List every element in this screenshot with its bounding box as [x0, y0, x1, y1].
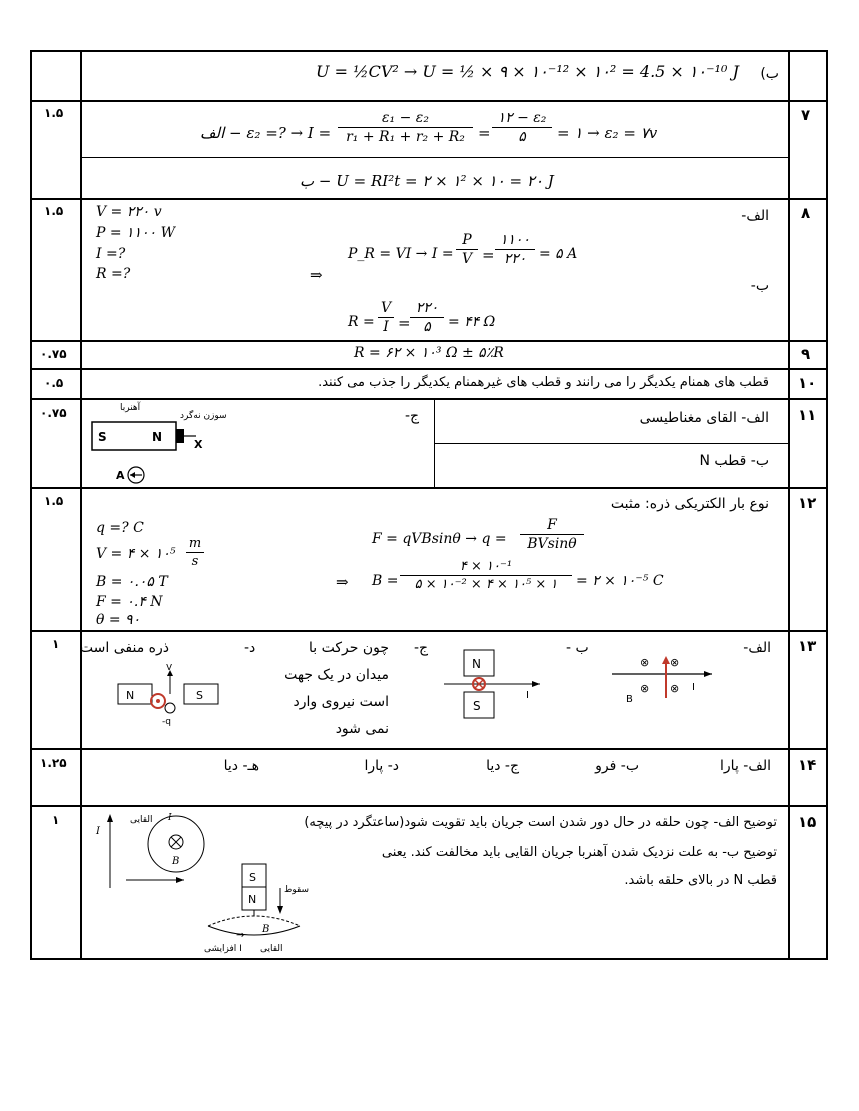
- table-right-border: [826, 50, 828, 960]
- row-divider: [30, 198, 828, 200]
- answer-text: قطب های همنام یکدیگر را می رانند و قطب های غیرهمنام یکدیگر را جذب می کنند.: [318, 375, 769, 390]
- given-value: I =?: [96, 246, 126, 262]
- question-score: ۰.۷۵: [40, 347, 67, 361]
- arrow-icon: →: [236, 930, 245, 941]
- fraction: [456, 232, 478, 267]
- given-value: F = ۰.۴ N: [96, 594, 163, 610]
- cross-icon: ⊗: [640, 682, 650, 695]
- question-number: ۱۵: [798, 813, 817, 831]
- fraction-denominator: ۲۲۰: [503, 251, 527, 267]
- magnet-label: آهنربا: [120, 403, 141, 413]
- table-bottom-border: [30, 958, 828, 960]
- north-pole-label: N: [126, 689, 135, 702]
- part-c-text: است نیروی وارد: [293, 694, 389, 710]
- row-divider: [30, 748, 828, 750]
- fraction-denominator: r₁ + R₁ + r₂ + R₂: [346, 129, 465, 145]
- fraction-numerator: ε₁ − ε₂: [382, 110, 429, 126]
- fraction-numerator: F: [547, 517, 557, 533]
- south-pole-label: S: [196, 689, 203, 702]
- row-b-formula: U = ½CV² → U = ½ × ۹ × ۱۰⁻¹² × ۱۰² = 4.5 × ۱۰⁻¹⁰ J: [316, 62, 739, 81]
- equation-result: = ۵ A: [539, 246, 578, 262]
- row-divider: [30, 487, 828, 489]
- part-a-result: = ۱ → ε₂ = ۷v: [557, 124, 658, 142]
- part-b: ب- قطب N: [699, 453, 769, 469]
- fraction: [400, 559, 572, 592]
- number-column-border: [788, 50, 790, 960]
- a-label: A: [116, 469, 125, 482]
- subrow-divider: [434, 443, 788, 444]
- answer-item: ج- دیا: [486, 758, 519, 774]
- subrow-divider: [82, 157, 788, 158]
- i-label: I: [168, 813, 172, 823]
- separator: [555, 630, 600, 631]
- part-a-left: الف − ε₂ =? → I =: [200, 124, 332, 142]
- b-label: B: [172, 856, 180, 867]
- given-value: R =?: [96, 266, 131, 282]
- question-score: ۰.۵: [44, 376, 64, 390]
- fraction-denominator: BVsinθ: [527, 536, 577, 552]
- wire-field-figure: [612, 650, 722, 710]
- equation-left: P_R = VI → I =: [348, 246, 454, 262]
- unit-fraction: [186, 536, 204, 569]
- equation-left: R =: [348, 314, 375, 330]
- b-label: B: [262, 924, 270, 935]
- explanation-line: توضیح الف- چون حلقه در حال دور شدن است جریان باید تقویت شود(ساعتگرد در پیچه): [304, 815, 777, 830]
- answer-item: ب- فرو: [595, 758, 639, 774]
- fraction-denominator: ۵: [423, 319, 431, 335]
- question-number: ۱۱: [798, 406, 817, 424]
- fraction-numerator: m: [188, 536, 202, 551]
- part-a-label: الف-: [741, 208, 769, 224]
- part-c-text: میدان در یک جهت: [284, 667, 389, 683]
- cross-icon: ⊗: [670, 656, 680, 669]
- equation-left: F = qVBsinθ → q =: [372, 531, 507, 547]
- particle-figure: [112, 664, 232, 728]
- i-label: I: [96, 826, 100, 837]
- row-divider: [30, 368, 828, 370]
- i-label: I: [526, 690, 529, 701]
- given-value: B = ۰.۰۵ T: [96, 574, 168, 590]
- question-number: ۱۴: [798, 756, 817, 774]
- row-b-label: ب): [760, 66, 779, 82]
- charge-type: نوع بار الکتریکی ذره: مثبت: [610, 496, 769, 512]
- question-score: ۱: [52, 637, 60, 651]
- induced-label: القایی: [130, 815, 153, 825]
- given-value: V = ۲۲۰ v: [96, 204, 162, 220]
- given-value: θ = ۹۰: [96, 612, 141, 628]
- equals: =: [398, 314, 411, 332]
- row-divider: [30, 340, 828, 342]
- south-pole-label: S: [473, 699, 481, 713]
- separator: [716, 630, 766, 631]
- table-left-border: [30, 50, 32, 960]
- fraction-numerator: ۱۲ − ε₂: [497, 110, 547, 126]
- part-c-text: نمی شود: [335, 721, 389, 737]
- north-pole-label: N: [248, 893, 257, 906]
- fraction: [492, 110, 552, 145]
- question-number: ۸: [801, 204, 811, 222]
- question-number: ۹: [801, 345, 811, 363]
- question-score: ۱.۲۵: [40, 756, 67, 770]
- question-score: ۱.۵: [44, 494, 64, 508]
- question-number: ۱۲: [798, 494, 817, 512]
- implies-arrow: ⇒: [310, 266, 323, 284]
- fraction: [495, 232, 535, 267]
- induction-figure: [90, 808, 315, 956]
- south-pole-label: S: [249, 871, 256, 884]
- row-divider: [30, 630, 828, 632]
- part-b-label: ب -: [566, 640, 589, 656]
- given-value: V = ۴ × ۱۰⁵: [96, 546, 176, 562]
- equation-left: B =: [372, 573, 399, 589]
- fraction-numerator: V: [380, 300, 392, 316]
- given-value: q =? C: [96, 520, 144, 536]
- fraction-numerator: P: [462, 232, 472, 248]
- cross-icon: ⊗: [670, 682, 680, 695]
- part-b-label: ب-: [750, 278, 769, 294]
- fraction-denominator: s: [191, 554, 199, 569]
- fraction: [410, 300, 444, 335]
- increasing-label: افزایشی I: [204, 944, 242, 954]
- part-c-text: چون حرکت با: [308, 640, 389, 656]
- b-label: B: [626, 694, 633, 705]
- fraction-denominator: I: [383, 319, 389, 335]
- fraction-denominator: V: [461, 251, 473, 267]
- v-label: V: [166, 664, 173, 673]
- induced-label: القایی: [260, 944, 283, 954]
- given-value: P = ۱۱۰۰ W: [96, 225, 175, 241]
- fraction-denominator: ۵: [518, 129, 526, 145]
- north-pole-label: N: [152, 430, 163, 444]
- part-a: الف- القای مغناطیسی: [639, 410, 769, 426]
- needle-label: سوزن نه‌گرد: [180, 411, 227, 421]
- equals: =: [482, 246, 495, 264]
- explanation-line: قطب N در بالای حلقه باشد.: [624, 873, 777, 888]
- q-label: -q: [162, 717, 171, 727]
- north-pole-label: N: [472, 657, 481, 671]
- part-c-label: ج-: [414, 640, 429, 656]
- part-d-text: ذره منفی است: [79, 640, 169, 656]
- answer-item: د- پارا: [364, 758, 399, 774]
- question-number: ۷: [801, 106, 811, 124]
- equation-result: = ۴۴ Ω: [448, 314, 496, 330]
- row-divider: [30, 805, 828, 807]
- cross-icon: ⊗: [640, 656, 650, 669]
- compass-magnet-figure: [84, 400, 264, 486]
- score-column-border: [80, 50, 82, 960]
- question-number: ۱۰: [798, 374, 817, 392]
- row-divider: [30, 100, 828, 102]
- fraction-denominator: ۵ × ۱۰⁻² × ۴ × ۱۰⁵ × ۱: [414, 577, 558, 592]
- answer-item: هـ- دیا: [223, 758, 259, 774]
- answer-item: الف- پارا: [720, 758, 771, 774]
- question-score: ۰.۷۵: [40, 406, 67, 420]
- fraction: [520, 517, 584, 552]
- x-label: X: [194, 438, 203, 451]
- equation-result: = ۲ × ۱۰⁻⁵ C: [576, 573, 664, 589]
- question-score: ۱.۵: [44, 204, 64, 218]
- question-number: ۱۳: [798, 637, 817, 655]
- part-c-label: ج-: [405, 408, 420, 424]
- part-d-label: د-: [244, 640, 256, 656]
- fraction: [338, 110, 473, 145]
- south-pole-label: S: [98, 430, 107, 444]
- resistance-formula: R = ۶۲ × ۱۰³ Ω ± ۵٪R: [354, 345, 504, 361]
- fraction-numerator: ۲۲۰: [415, 300, 439, 316]
- question-score: ۱: [52, 813, 60, 827]
- fraction-numerator: ۱۱۰۰: [499, 232, 531, 248]
- explanation-line: توضیح ب- به علت نزدیک شدن آهنربا جریان القایی باید مخالفت کند. یعنی: [381, 845, 777, 860]
- i-label: I: [692, 682, 695, 693]
- part-b: ب − U = RI²t = ۲ × ۱² × ۱۰ = ۲۰ J: [300, 172, 554, 190]
- part-a-label: الف-: [743, 640, 771, 656]
- table-top-border: [30, 50, 828, 52]
- question-score: ۱.۵: [44, 106, 64, 120]
- implies-arrow: ⇒: [336, 573, 349, 591]
- magnet-current-figure: [440, 640, 550, 730]
- fall-label: سقوط: [284, 885, 310, 895]
- fraction-numerator: ۴ × ۱۰⁻¹: [459, 559, 513, 574]
- fraction: [378, 300, 394, 335]
- equals: =: [478, 124, 491, 142]
